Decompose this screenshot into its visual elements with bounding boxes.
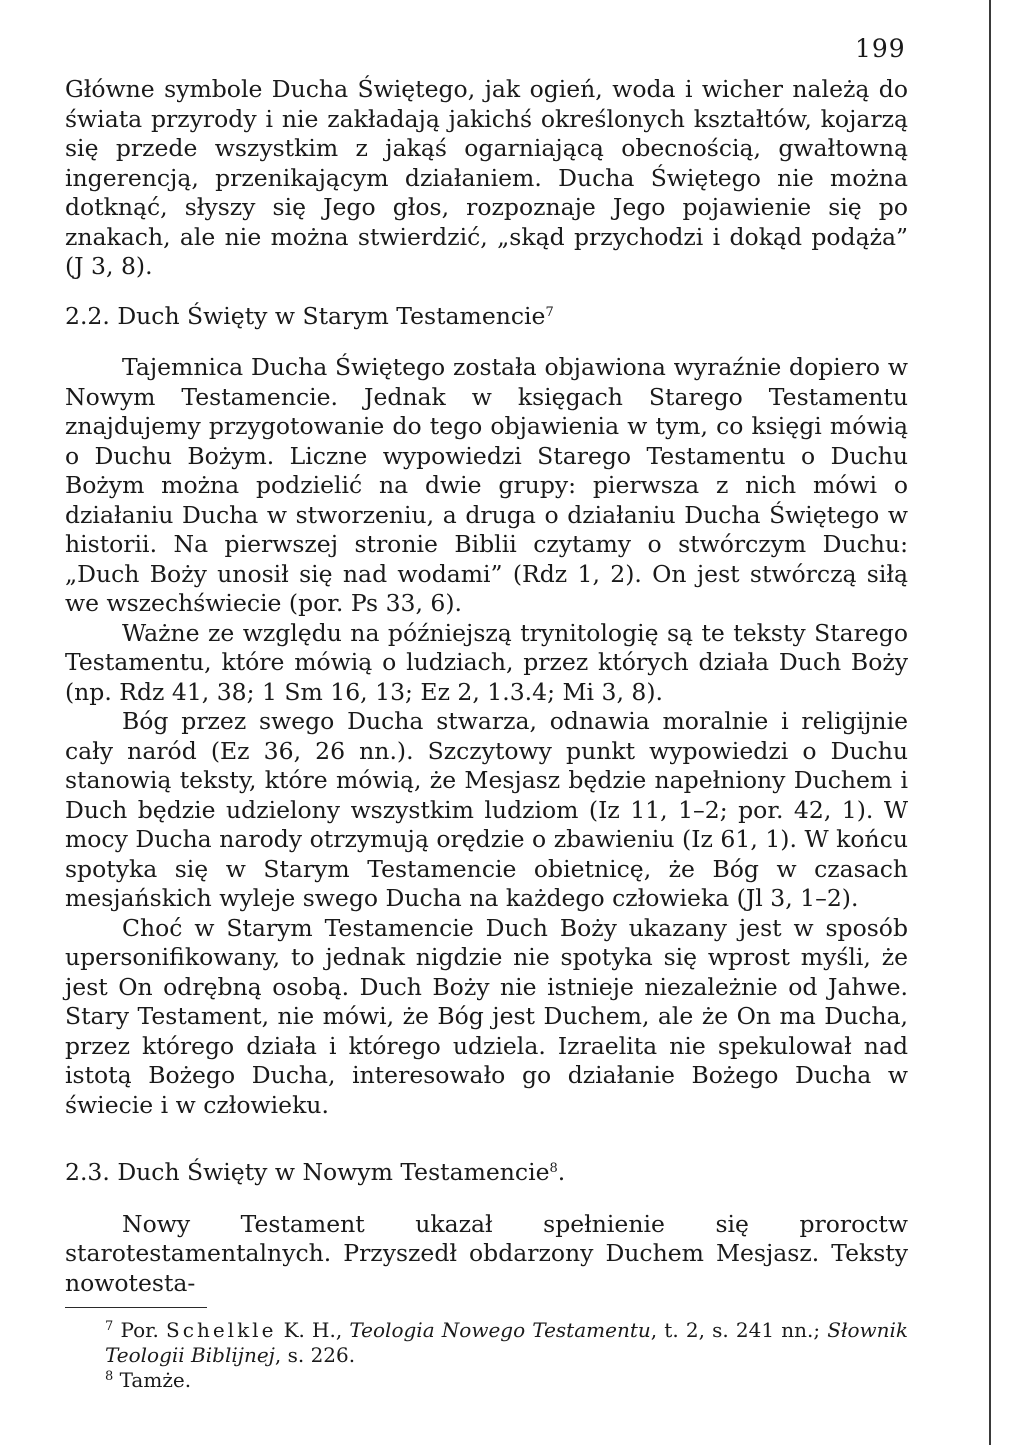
footnote-7-prefix: Por.	[120, 1318, 159, 1342]
page-edge-line	[989, 0, 991, 1445]
section-heading-2-3-text: 2.3. Duch Święty w Nowym Testamencie	[65, 1158, 550, 1186]
footnote-7-author: Schelkle	[166, 1318, 277, 1342]
footnote-separator	[65, 1307, 207, 1308]
footnote-7-rest-2: , s. 226.	[274, 1343, 356, 1367]
paragraph: Ważne ze względu na późniejszą trynitologię są te teksty Starego Testamentu, które mówią o ludziach, przez których działa Duch Boży (np. Rdz 41, 38; 1 Sm 16, 13; Ez 2, 1.3.4; Mi 3, 8).	[65, 618, 908, 706]
footnote-ref-7: 7	[545, 304, 554, 320]
section-heading-2-2-text: 2.2. Duch Święty w Starym Testamencie	[65, 301, 546, 330]
footnote-7-rest-1: , t. 2, s. 241 nn.;	[650, 1318, 821, 1342]
footnote-8	[65, 1368, 908, 1393]
footnote-7-title-2: Słownik Teologii Biblijnej	[105, 1318, 909, 1367]
paragraph: Nowy Testament ukazał spełnienie się proroctw starotestamentalnych. Przyszedł obdarzony Duchem Mesjasz. Teksty nowotesta-	[65, 1209, 908, 1297]
footnotes	[65, 1318, 908, 1393]
footnote-marker-7: 7	[105, 1319, 114, 1334]
footnote-7-title-1: Teologia Nowego Testamentu	[349, 1318, 651, 1342]
page-number: 199	[855, 34, 906, 63]
footnote-marker-8: 8	[105, 1369, 114, 1384]
paragraph: Bóg przez swego Ducha stwarza, odnawia moralnie i religijnie cały naród (Ez 36, 26 nn.). Szczytowy punkt wypowiedzi o Duchu stanowią teksty, które mówią, że Mesjasz będzie napełniony Duchem i Duch będzie udzielony wszystkim ludziom (Iz 11, 1–2; por. 42, 1). W mocy Ducha narody otrzymują orędzie o zbawieniu (Iz 61, 1). W końcu spotyka się w Starym Testamencie obietnicę, że Bóg w czasach mesjańskich wyleje swego Ducha na każdego człowieka (Jl 3, 1–2).	[65, 707, 908, 912]
footnote-7-initials: K. H.,	[283, 1318, 343, 1342]
footnote-7	[65, 1318, 908, 1368]
section-heading-2-3	[65, 1158, 908, 1188]
intro-paragraph: Główne symbole Ducha Świętego, jak ogień, woda i wicher należą do świata przyrody i nie zakładają jakichś określonych kształtów, kojarzą się przede wszystkim z jakąś ogarniającą obecnością, gwałtowną ingerencją, przenikającym działaniem. Ducha Świętego nie można dotknąć, słyszy się Jego głos, rozpoznaje Jego pojawienie się po znakach, ale nie można stwierdzić, „skąd przychodzi i dokąd podąża” (J 3, 8).	[65, 75, 908, 280]
section-heading-2-2	[65, 302, 908, 332]
footnote-8-text: Tamże.	[119, 1368, 192, 1392]
page-body	[65, 75, 908, 1298]
section-heading-2-3-period: .	[557, 1158, 566, 1186]
paragraph: Choć w Starym Testamencie Duch Boży ukazany jest w sposób upersonifikowany, to jednak nigdzie nie spotyka się wprost myśli, że jest On odrębną osobą. Duch Boży nie istnieje niezależnie od Jahwe. Stary Testament, nie mówi, że Bóg jest Duchem, ale że On ma Ducha, przez którego działa i którego udziela. Izraelita nie spekulował nad istotą Bożego Ducha, interesowało go działanie Bożego Ducha w świecie i w człowieku.	[65, 913, 908, 1119]
paragraph: Tajemnica Ducha Świętego została objawiona wyraźnie dopiero w Nowym Testamencie. Jednak w księgach Starego Testamentu znajdujemy przygotowanie do tego objawienia w tym, co księgi mówią o Duchu Bożym. Liczne wypowiedzi Starego Testamentu o Duchu Bożym można podzielić na dwie grupy: pierwsza z nich mówi o działaniu Ducha w stworzeniu, a druga o działaniu Ducha Świętego w historii. Na pierwszej stronie Biblii czytamy o stwórczym Duchu: „Duch Boży unosił się nad wodami” (Rdz 1, 2). On jest stwórczą siłą we wszechświecie (por. Ps 33, 6).	[65, 353, 908, 617]
footnote-ref-8: 8	[549, 1161, 558, 1176]
